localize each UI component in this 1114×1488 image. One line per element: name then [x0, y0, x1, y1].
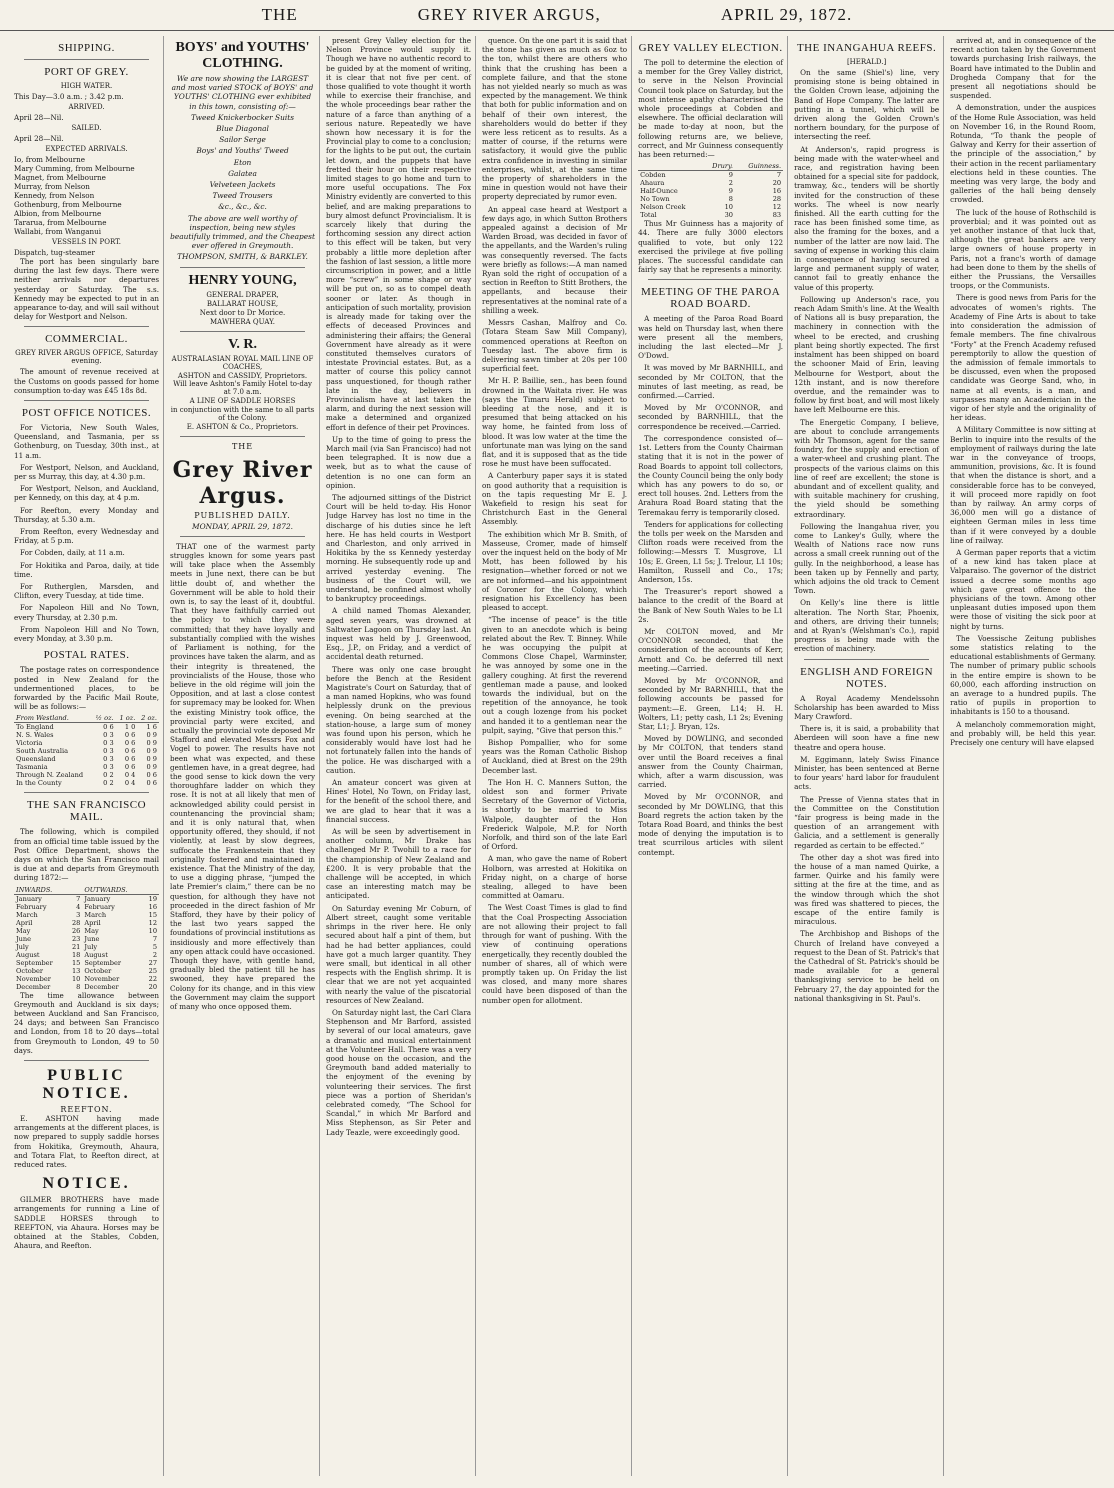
table-header-cell: [66, 886, 82, 895]
divider: [180, 536, 305, 537]
table-cell: 0 4: [124, 771, 136, 780]
article-paragraph: present Grey Valley election for the Nelson Province would supply it. Though we have no authentic record to be guided by at the moment of writing, it is clear that not five per cent. of those qualified to vote thought it worth while to exercise their franchise, and the whole proceedings bear rather the nature of a farce than anything of a serious nature. Repeatedly we have shown how necessary it is for the Provincial play to come to a conclusion; for the lights to be put out, the curtain let down, and the puppets that have fretted their hour on their respective limited stages to go home and turn to more useful occupations. The Fox Ministry evidently are converted to this belief, and are making preparations to bury almost defunct Provincialism. It is scarcely likely that during the forthcoming session any direct action to this effect will be taken, but very probably a little more depletion after the fashion of last session, a little more circumscription in power, and a little more “screw” in some shape or way will be put on, so as to compel death sooner or later. As though in anticipation of such mortality, provision is already made for taking over the effects of deceased Provinces and administering their affairs; the General Government have already as it were constituted themselves curators of intestate Provincial estates. But, as a matter of course this policy cannot pass unquestioned, for though rather late in the day, believers in Provincialism have at last taken the alarm, and during the next session will make a determined and organized effort in defence of their pet Provinces.: [326, 36, 472, 432]
table-cell: 5: [152, 942, 158, 951]
boys-clothing-text: We are now showing the LARGEST and most varied STOCK of BOYS' and YOUTHS' CLOTHING ever exhibited in this town, consisting of:—: [171, 74, 314, 111]
expected-item: Mary Cumming, from Melbourne: [14, 164, 135, 173]
table-cell: September: [16, 958, 53, 967]
saddle-firm: E. ASHTON & Co., Proprietors.: [186, 422, 299, 431]
paroa-paragraph: Tenders for applications for collecting the tolls per week on the Marsden and Clifton roads were received from the following:—Messrs T. Musgrove, L1 10s; E. Green, L1 5s; J. Trelour, L1 10s; Hamilton, Russell and Co., 17s; Anderson, 15s.: [638, 519, 784, 584]
inangahua-source: [HERALD.]: [846, 58, 887, 66]
divider: [648, 279, 773, 280]
table-header-cell: 2 oz.: [137, 714, 159, 723]
table-cell: 26: [71, 926, 81, 935]
shipping-heading: SHIPPING.: [58, 42, 115, 54]
table-cell: July: [84, 942, 98, 951]
table-header-cell: ½ oz.: [92, 714, 116, 723]
table-cell: 10: [724, 203, 733, 212]
table-cell: 0 9: [146, 755, 158, 764]
election-heading: GREY VALLEY ELECTION.: [638, 42, 783, 54]
article-paragraph: The adjourned sittings of the District Court will be held to-day. His Honor Judge Harvey has lost no time in the discharge of his duties since he left here. He has held courts in Westport and Charleston, and only arrived in Hokitika by the ss Kennedy yesterday morning. He subsequently rode up and arrived yesterday evening. The business of the Court will, we understand, be confined almost wholly to bankruptcy proceedings.: [326, 492, 472, 604]
sailed-label: SAILED.: [71, 124, 102, 132]
article-paragraph: Up to the time of going to press the March mail (via San Francisco) had not been telegraphed. It is now due a week, but as to what the cause of detention is no one can form an opinion.: [326, 434, 472, 490]
masthead-date: APRIL 29, 1872.: [720, 5, 853, 24]
published-label: PUBLISHED DAILY.: [194, 510, 291, 520]
table-cell: 0 6: [124, 731, 136, 740]
poll-table: [638, 162, 783, 219]
table-cell: 0 4: [124, 779, 136, 788]
foreign-paragraph: There is, it is said, a probability that Aberdeen will soon have a fine new theatre and opera house.: [794, 724, 940, 752]
table-cell: Ahaura: [640, 179, 665, 188]
table-cell: 12: [772, 203, 782, 212]
table-cell: 23: [71, 934, 81, 943]
foreign-paragraph: The other day a shot was fired into the house of a man named Quirke, a farmer. Quirke and his family were sitting at the fire at the time, and as the window through which the shot was fired was shattered to pieces, the escape of the entire family is miraculous.: [794, 852, 940, 927]
clothing-item: Boys' and Youths' Tweed: [196, 146, 289, 156]
table-row: [14, 983, 159, 991]
inangahua-paragraph: On the same (Shiel's) line, very promising stone is being obtained in the Golden Crown lease, adjoining the Band of Hope Company. The latter are putting in a tunnel, which will be driven along the Golden Crown's northern boundary, for the purpose of intersecting the reef.: [794, 68, 940, 142]
table-cell: 0 6: [124, 739, 136, 748]
clothing-item: Blue Diagonal: [216, 124, 269, 134]
paroa-paragraph: Moved by Mr O'CONNOR, and seconded by Mr DOWLING, that this Board regrets the action taken by the Totara Road Board, and thinks the best mode of denying the imputation is to treat scurrilous articles with silent contempt.: [638, 792, 784, 857]
expected-item: Gothenburg, from Melbourne: [14, 200, 122, 209]
table-row: [14, 779, 159, 787]
table-row: [638, 203, 783, 211]
column-2: [170, 36, 320, 1476]
expected-item: Wallabi, from Wanganui: [14, 227, 102, 236]
table-cell: 0 9: [146, 731, 158, 740]
article-paragraph: An amateur concert was given at Hines' Hotel, No Town, on Friday last, for the benefit of the school there, and we are glad to hear that it was a financial success.: [326, 778, 472, 824]
post-notice: From Reefton, every Wednesday and Friday, at 5 p.m.: [14, 527, 160, 546]
divider: [24, 59, 149, 60]
clothing-item: Galatea: [228, 168, 257, 178]
young-name: HENRY YOUNG,: [188, 272, 297, 288]
table-cell: 7: [76, 894, 81, 903]
boys-clothing-heading: BOYS' and YOUTHS' CLOTHING.: [175, 40, 310, 71]
high-water-label: HIGH WATER.: [60, 82, 113, 90]
table-cell: No Town: [640, 195, 670, 204]
table-cell: January: [16, 894, 42, 903]
election-text: The poll to determine the election of a member for the Grey Valley district, to serve in the Nelson Provincial Council took place on Saturday, but the most intense apathy characterised the whole proceedings at Cobden and elsewhere. The official declaration will be made to-day at noon, but the following returns are, we believe, correct, and Mr Guinness consequently has been returned:—: [638, 58, 784, 160]
article-paragraph: arrived at, and in consequence of the recent action taken by the Government towards purchasing Irish railways, the Board have intimated to the Dublin and Drogheda Company that for the present all negotiations should be suspended.: [950, 36, 1096, 101]
table-cell: N. S. Wales: [16, 731, 54, 740]
paroa-paragraph: A meeting of the Paroa Road Board was held on Thursday last, when there were present all the members, including the last elected—Mr J. O'Dowd.: [638, 314, 784, 361]
inangahua-paragraph: Following the Inangahua river, you come to Lankey's Gully, where the Wealth of Nations race now runs across a small creek running out of the gully. In the neighborhood, a lease has been taken up by Fennelly and party, which adjoins the old track to Cement Town.: [794, 521, 940, 596]
table-cell: June: [16, 934, 32, 943]
table-row: [14, 919, 159, 927]
table-cell: August: [84, 950, 108, 959]
table-header-row: [14, 886, 159, 895]
table-header-cell: [638, 162, 703, 171]
table-header-row: [638, 162, 783, 171]
column-3: [326, 36, 476, 1476]
editorial-text: THAT one of the warmest party struggles known for some years past will take place when the Assembly meets in June next, there can be but little doubt of, and whether the Government will be able to hold their own is, to say the least of it, doubtful. That they have faithfully carried out the policy to which they were committed; that they have loyally and substantially complied with the wishes of Parliament is nothing, for the provinces have taken the alarm, and as their integrity is threatened, the provincialists of the House, those who believe in the old régime will join the Opposition, and at last a close contest for supremacy may be looked for. When the existing Ministry took office, the provincial party were excited, and actually the provincial vote deposed Mr Stafford and elevated Messrs Fox and Vogel to power. The results have not been what was expected, and these gentlemen have, in a great degree, had the good sense to kick down the very thoroughfare ladder on which they rose. It is not at all likely that men of acknowledged ability could persist in countenancing the provincial sham; and it is only natural that, when opportunity offered, they should, if not violently, at least by slow degrees, suffocate the Frankenstein that they originally fostered and maintained in existence. That the Ministry of the day, to use a digging phrase, “jumped the late Premier's claim,” there can be no question, for although they have not proceeded in the direct fashion of Mr Stafford, they have by their policy of the last two years sapped the foundations of provincial institutions as insidiously and more effectively than any open attack could have occasioned. Though they have, with gentle hand, gradually bled the patient till he has swooned, they have prepared the Colony for its change, and in this view the Government may claim the support of many who once opposed them.: [170, 541, 316, 1012]
table-cell: 18: [71, 950, 81, 959]
table-cell: 0 9: [146, 747, 158, 756]
table-cell: 13: [71, 966, 81, 975]
paroa-paragraph: Moved by DOWLING, and seconded by Mr COLTON, that tenders stand over until the Board receives a final answer from the County Chairman, which, after a warm discussion, was carried.: [638, 734, 784, 790]
table-row: [638, 179, 783, 187]
article-paragraph: A Military Committee is now sitting at Berlin to inquire into the results of the employment of railways during the late war in the conveyance of troops, ammunition, provisions, &c. It is found that when the distance is short, and a considerable force has to be conveyed, it will proceed more rapidly on foot than by railway. An army corps of 36,000 men will go a distance of eighteen German miles in less time than if it were conveyed by a double line of railway.: [950, 425, 1096, 545]
young-address-2: Next door to Dr Morice.: [199, 308, 286, 317]
masthead: [0, 0, 1114, 31]
shipping-report: The port has been singularly bare during the last few days. There were neither arrivals nor departures yesterday or Saturday. The s.s. Kennedy may be expected to put in an appearance to-day, and will sail without delay for Westport and Nelson.: [14, 257, 160, 322]
table-cell: Nelson Creek: [640, 203, 686, 212]
sf-note: The time allowance between Greymouth and Auckland is six days; between Auckland and San Francisco, 24 days; and between San Francisco and London, from 18 to 20 days—total from Greymouth to London, 49 to 50 days.: [14, 990, 160, 1055]
young-quay: MAWHERA QUAY.: [210, 317, 276, 326]
table-cell: 21: [71, 942, 81, 951]
paroa-paragraph: Moved by Mr O'CONNOR, and seconded by BARNHILL, that the correspondence be received.—Carried.: [638, 403, 784, 431]
table-cell: 0 6: [124, 763, 136, 772]
inangahua-paragraph: The Energetic Company, I believe, are about to conclude arrangements with Mr Thomson, agent for the same foundry, for the supply and erection of a water-wheel and crushing plant. The prospects of the various claims on this line of reef are excellent; the stone is abundant and of excellent quality, and with suitable machinery for crushing, the yield should be something extraordinary.: [794, 417, 940, 519]
table-cell: 0 6: [146, 771, 158, 780]
table-cell: 0 2: [103, 779, 114, 788]
post-notice: For Napoleon Hill and No Town, every Thursday, at 2.30 p.m.: [14, 603, 160, 622]
foreign-paragraph: A Royal Academy Mendelssohn Scholarship has been awarded to Miss Mary Crawford.: [794, 693, 940, 721]
post-notice: For Reefton, every Monday and Thursday, at 5.30 a.m.: [14, 505, 160, 524]
vr-mark: V. R.: [228, 336, 257, 352]
table-row: [14, 755, 159, 763]
paroa-paragraph: The Treasurer's report showed a balance to the credit of the Board at the Bank of New South Wales to be L1 2s.: [638, 587, 784, 624]
table-row: [14, 911, 159, 919]
post-heading: POST OFFICE NOTICES.: [21, 407, 152, 420]
sailed: April 28—Nil.: [14, 134, 64, 143]
table-cell: 16: [148, 902, 158, 911]
table-cell: May: [84, 926, 99, 935]
table-cell: 4: [76, 902, 81, 911]
expected-item: Albion, from Melbourne: [14, 209, 102, 218]
table-cell: South Australia: [16, 747, 68, 756]
article-paragraph: A demonstration, under the auspices of the Home Rule Association, was held on November 16, in the Round Room, Rotunda, “To thank the people of Galway and Kerry for their assertion of the principle of the association,” by their action in the recent parliamentary elections held in these counties. The meeting was very large, the body and galleries of the hall being densely crowded.: [950, 103, 1096, 205]
table-cell: April: [84, 918, 101, 927]
sf-table: [14, 886, 159, 991]
table-row: [14, 763, 159, 771]
paroa-paragraph: Moved by Mr O'CONNOR, and seconded by Mr BARNHILL, that the following accounts be passed for payment:—E. Green, L14; H. H. Wolters, L1; petty cash, L1 2s; Evening Star, L1; J. Bryan, 12s.: [638, 675, 784, 731]
table-cell: 0 9: [146, 763, 158, 772]
column-5: [638, 36, 788, 1476]
high-water: This Day—3.0 a.m. ; 3.42 p.m.: [14, 92, 124, 101]
table-cell: November: [16, 974, 51, 983]
column-4: [482, 36, 632, 1476]
table-row: [14, 731, 159, 739]
table-cell: 15: [148, 910, 158, 919]
postal-table: [14, 714, 159, 787]
port-heading: PORT OF GREY.: [44, 66, 129, 78]
divider: [180, 331, 305, 332]
arrived-label: ARRIVED.: [68, 103, 105, 111]
table-cell: 16: [772, 187, 782, 196]
coach-text: ASHTON and CASSIDY, Proprietors. Will leave Ashton's Family Hotel to-day at 7.0 a.m.: [173, 371, 312, 396]
table-cell: Victoria: [16, 739, 43, 748]
article-paragraph: quence. On the one part it is said that the stone has given as much as 6oz to the ton, whilst there are others who think that the crushing has been a complete failure, and that the stone has not yielded nearly so much as was expected by the management. We think that both for public information and on behalf of their own interest, the shareholders would do better if they were less reticent as to results. As a matter of course, if the returns were satisfactory, it would give the public extra confidence in investing in similar enterprises, whilst, at the same time the property of shareholders in the mine in question would not have their property depreciated by rumor even.: [482, 36, 628, 202]
masthead-title: GREY RIVER ARGUS,: [417, 5, 601, 24]
table-row: [14, 951, 159, 959]
table-row: [638, 211, 783, 219]
divider: [24, 792, 149, 793]
young-address: BALLARAT HOUSE,: [206, 299, 279, 308]
table-row: [14, 927, 159, 935]
table-cell: 0 6: [124, 747, 136, 756]
table-cell: Tasmania: [16, 763, 48, 772]
table-row: [638, 195, 783, 203]
table-cell: Queensland: [16, 755, 56, 764]
article-paragraph: There is good news from Paris for the advocates of women's rights. The Academy of Fine Arts is about to take into consideration the admission of female members. The fine chivalrous “Forty” at the French Academy refused peremptorily to allow the question of the admission of female immortals to be discussed, even when the proposed candidate was George Sand, who, in name at all events, is a man, and surpasses many an Academician in the vigor of her style and the originality of her ideas.: [950, 293, 1096, 423]
article-paragraph: There was only one case brought before the Bench at the Resident Magistrate's Court on Saturday, that of a man named Hopkins, who was found helplessly drunk on the previous evening. On being searched at the station-house, a large sum of money was found upon his person, which he considerably would have lost had he not fortunately fallen into the hands of the police. He was discharged with a caution.: [326, 664, 472, 775]
table-cell: 0 3: [103, 747, 114, 756]
table-row: [638, 171, 783, 180]
table-cell: 25: [148, 966, 158, 975]
table-cell: 3: [76, 910, 81, 919]
table-cell: December: [16, 982, 51, 991]
table-cell: 10: [71, 974, 81, 983]
table-cell: July: [16, 942, 29, 951]
postal-heading: POSTAL RATES.: [43, 649, 130, 662]
post-notice: For Westport, Nelson, and Auckland, per ss Murray, this day, at 4.30 p.m.: [14, 462, 160, 482]
table-header-cell: Guinness.: [735, 162, 783, 171]
table-cell: 9: [728, 187, 733, 196]
vessels-label: VESSELS IN PORT.: [52, 238, 121, 246]
reefton-heading: REEFTON.: [60, 1104, 113, 1114]
article-paragraph: A melancholy commemoration might, and probably will, be held this year. Precisely one century will have elapsed: [950, 719, 1096, 748]
table-cell: 0 3: [103, 731, 114, 740]
table-row: [14, 967, 159, 975]
commercial-sub: GREY RIVER ARGUS OFFICE, Saturday evening.: [15, 349, 158, 366]
table-cell: June: [84, 934, 100, 943]
table-cell: Half-Ounce: [640, 187, 678, 196]
expected-item: Murray, from Nelson: [14, 182, 90, 191]
article-paragraph: A Canterbury paper says it is stated on good authority that a requisition is on the tapis requesting Mr E. J. Wakefield to resign his seat for Christchurch East in the General Assembly.: [482, 471, 628, 527]
table-cell: 7: [152, 934, 158, 943]
table-cell: November: [84, 974, 120, 983]
post-notice: From Napoleon Hill and No Town, every Monday, at 3.30 p.m.: [14, 624, 160, 644]
table-cell: February: [84, 902, 115, 911]
inangahua-paragraph: Following up Anderson's race, you reach Adam Smith's line. At the Wealth of Nations all is busy preparation, the machinery in connection with the wheel to be erected, and crushing plant being shortly expected. The first instalment has been shipped on board the schooner Maid of Erin, leaving Melbourne for Westport, about the 12th instant, and is now therefore overdue, and the remainder was to follow by first boat, and will most likely have left Melbourne ere this.: [794, 294, 940, 415]
table-cell: 19: [148, 894, 158, 903]
divider: [24, 1060, 149, 1061]
article-paragraph: A German paper reports that a victim of a new kind has taken place at Valparaiso. The governor of the district issued a decree some months ago which gave great offence to the physicians of the town. Among other unpleasant duties imposed upon them were those of visiting the sick poor at night by turns.: [950, 547, 1096, 631]
table-cell: October: [84, 966, 112, 975]
clothing-item: Tweed Trousers: [212, 191, 273, 201]
table-header-cell: 1 oz.: [116, 714, 138, 723]
foreign-paragraph: M. Eggimann, lately Swiss Finance Minister, has been sentenced at Berne to four years' hard labor for fraudulent acts.: [794, 754, 940, 792]
column-1: [14, 36, 164, 1476]
foreign-paragraph: The Archbishop and Bishops of the Church of Ireland have conveyed a request to the Dean of St. Patrick's that the Cathedral of St. Patrick's should be made available for a general thanksgiving service to be held on February 27, the day appointed for the national thanksgiving in St. Paul's.: [794, 929, 940, 1003]
table-cell: April: [16, 918, 33, 927]
table-cell: January: [84, 894, 111, 903]
table-cell: March: [16, 910, 38, 919]
table-cell: 0 2: [103, 771, 114, 780]
table-cell: 27: [148, 958, 158, 967]
table-cell: 0 6: [103, 723, 114, 732]
post-notice: For Victoria, New South Wales, Queensland, and Tasmania, per ss Gothenburg, on Tuesday, 30th inst., at 11 a.m.: [14, 423, 160, 460]
table-cell: December: [84, 982, 119, 991]
column-7: [950, 36, 1100, 1476]
column-6: [794, 36, 944, 1476]
saddle-title: A LINE OF SADDLE HORSES: [189, 396, 296, 405]
table-cell: 28: [71, 918, 81, 927]
article-paragraph: The exhibition which Mr B. Smith, of Masseuse, Cromer, made of himself over the inquest held on the body of Mr Mott, has been followed by his resignation—whether forced or not we are not informed—and his appointment of Coroner for the Colony, which resignation his Excellency has been pleased to accept.: [482, 529, 628, 613]
table-cell: Through N. Zealand: [16, 771, 84, 780]
article-paragraph: An appeal case heard at Westport a few days ago, in which Sutton Brothers appealed against a decision of Mr Warden Broad, was decided in favor of the appellants, and the Warden's ruling was consequently reversed. The facts were briefly as follows:—A man named Ryan sold the right of occupation of a section in Reefton to Stitt Brothers, the appellants, and because their representatives at the nominal rate of a shilling a week.: [482, 204, 628, 315]
table-cell: 83: [772, 211, 782, 220]
table-cell: 0 6: [146, 779, 158, 788]
table-cell: October: [16, 966, 43, 975]
post-notice: For Cobden, daily, at 11 a.m.: [20, 548, 125, 558]
article-paragraph: Mr H. P. Baillie, sen., has been found drowned in the Waitata river. He was (says the Timaru Herald) subject to bleeding at the nose, and it is presumed that being attacked on his way home, he fainted from loss of blood. It was low water at the time the unfortunate man was lying on the sand flat, and it is supposed that as the tide rose he must have been suffocated.: [482, 376, 628, 469]
inangahua-paragraph: At Anderson's, rapid progress is being made with the water-wheel and race, and registration having been obtained for a special site for paddock, tramway, &c., tenders will be shortly invited for the construction of these works. The wheel is now nearly finished. All the earth cutting for the race has been finished some time, as also the framing for the boxes, and a number of the latter are now laid. The saving of expense in working this claim in consequence of having secured a large and permanent supply of water, cannot fail to greatly enhance the value of this property.: [794, 144, 940, 292]
clothing-item: &c., &c., &c.: [218, 202, 267, 212]
table-cell: Total: [640, 211, 657, 220]
clothing-item: Eton: [233, 157, 252, 167]
article-paragraph: The luck of the house of Rothschild is proverbial; and it was pointed out as yet another instance of that luck that, although the great bankers are very large owners of house property in Paris, not a franc's worth of damage had been done to them by the shells of either the Prussians, the Versailles troops, or the Communists.: [950, 207, 1096, 291]
article-paragraph: The Voessische Zeitung publishes some statistics relating to the educational establishments of Germany. The number of primary public schools in the entire empire is shown to be 60,000, each affording instruction on an average to a hundred pupils. The ratio of pupils in proportion to inhabitants is 150 to a thousand.: [950, 633, 1096, 717]
table-cell: 28: [772, 195, 782, 204]
notice-text: GILMER BROTHERS have made arrangements for running a Line of SADDLE HORSES through to REEFTON, via Ahaura. Horses may be obtained at the Stables, Cobden, Ahaura, and Reefton.: [14, 1195, 160, 1251]
divider: [24, 400, 149, 401]
article-paragraph: The Hon H. C. Manners Sutton, the oldest son and former Private Secretary of the Governor of Victoria, is shortly to be married to Miss Walpole, daughter of the Hon Frederick Walpole, M.P. for North Norfolk, and third son of the late Earl of Orford.: [482, 777, 628, 852]
table-cell: In the County: [16, 779, 62, 788]
public-notice-heading: PUBLIC NOTICE.: [42, 1066, 131, 1102]
paper-title-logo: Grey River Argus.: [172, 456, 313, 509]
boys-closing: The above are well worthy of inspection, being new styles beautifully trimmed, and the Cheapest ever offered in Greymouth.: [170, 213, 315, 251]
table-cell: 30: [724, 211, 733, 220]
article-paragraph: On Saturday evening Mr Coburn, of Albert street, caught some veritable shrimps in the river here. He only secured about half a pint of them, but had he had better appliances, could have got a much larger quantity. They were small, but identical in all other respects with the English shrimp. It is clear that we are not yet acquainted with nearly the value of the piscatorial resources of New Zealand.: [326, 903, 472, 1005]
table-cell: 0 3: [103, 763, 114, 772]
paroa-paragraph: It was moved by Mr BARNHILL, and seconded by Mr COLTON, that the minutes of last meeting, as read, be confirmed.—Carried.: [638, 363, 784, 401]
expected-item: Tararua, from Melbourne: [14, 218, 107, 227]
table-header-cell: INWARDS.: [14, 886, 66, 895]
inangahua-heading: THE INANGAHUA REEFS.: [796, 42, 937, 54]
post-notice: For Rutherglen, Marsden, and Clifton, every Tuesday, at tide time.: [14, 582, 160, 601]
table-cell: 12: [148, 918, 158, 927]
table-cell: March: [84, 910, 107, 919]
divider: [24, 326, 149, 327]
table-cell: To England: [16, 723, 54, 732]
table-header-cell: From Westland.: [14, 714, 92, 723]
postal-intro: The postage rates on correspondence posted in New Zealand for the undermentioned places, to be forwarded by the Pacific Mail Route, will be as follows:—: [14, 665, 160, 712]
notice-heading: NOTICE.: [42, 1175, 131, 1193]
columns: [14, 36, 1100, 1476]
table-cell: 15: [71, 958, 81, 967]
article-paragraph: “The incense of peace” is the title given to an anecdote which is being related about the Rev. T. Binney. While he was occupying the pulpit at Commons Close Chapel, Warminster, he was annoyed by some one in the gallery coughing. At first the reverend gentleman made a pause, and looked towards the individual, but on the repetition of the annoyance, he took out a cough lozenge from his pocket and handed it to a gentleman near the pulpit, saying, “Give that person this.”: [482, 615, 628, 735]
expected-label: EXPECTED ARRIVALS.: [45, 145, 128, 153]
table-row: [14, 935, 159, 943]
table-header-cell: Drury.: [703, 162, 735, 171]
divider: [180, 267, 305, 268]
public-notice-text: E. ASHTON having made arrangements at the different places, is now prepared to supply saddle horses from Hokitika, Greymouth, Ahaura, and Totara Flat, to Reefton direct, at reduced rates.: [14, 1113, 160, 1169]
table-cell: 7: [776, 171, 782, 180]
inangahua-paragraph: On Kelly's line there is little alteration. The North Star, Phoenix, and others, are driving their tunnels; and at Ryan's (Welshman's Co.), rapid progress is being made with the erection of machinery.: [794, 598, 940, 654]
divider: [804, 659, 929, 660]
divider: [180, 436, 305, 437]
post-notice: For Westport, Nelson, and Auckland, per Kennedy, on this day, at 4 p.m.: [14, 484, 160, 503]
table-cell: 0 3: [103, 739, 114, 748]
table-cell: 2: [152, 950, 158, 959]
clothing-item: Sailor Serge: [219, 135, 266, 145]
post-notice: For Hokitika and Paroa, daily, at tide time.: [14, 560, 160, 579]
table-cell: 8: [728, 195, 733, 204]
table-cell: 0 9: [146, 739, 158, 748]
table-cell: 22: [148, 974, 158, 983]
table-header-cell: OUTWARDS.: [82, 886, 143, 895]
paroa-paragraph: The correspondence consisted of—1st. Letters from the County Chairman stating that it is not in the power of Road Boards to appoint toll collectors, the County Council being the only body which has any powers to do so, or erect toll houses. 2nd. Letters from the Arahura Road Board stating that the Teremakau ferry is temporarily closed.: [638, 433, 784, 517]
table-cell: September: [84, 958, 122, 967]
article-paragraph: Bishop Pompallier, who for some years was the Roman Catholic Bishop of Auckland, died at Brest on the 29th December last.: [482, 738, 628, 775]
table-row: [14, 723, 159, 732]
table-cell: 0 3: [103, 755, 114, 764]
expected-item: Io, from Melbourne: [14, 155, 86, 164]
sf-heading: THE SAN FRANCISCO MAIL.: [26, 799, 147, 824]
expected-item: Kennedy, from Nelson: [14, 191, 95, 200]
table-cell: Cobden: [640, 171, 666, 180]
paroa-paragraph: Mr COLTON moved, and Mr O'CONNOR seconded, that the consideration of the accounts of Kerr, Arnott and Co. be deferred till next meeting.—Carried.: [638, 626, 784, 673]
table-row: [14, 771, 159, 779]
arrived: April 28—Nil.: [14, 113, 64, 122]
table-row: [638, 187, 783, 195]
masthead-the: THE: [261, 5, 298, 24]
table-cell: 2: [728, 179, 733, 188]
article-paragraph: A child named Thomas Alexander, aged seven years, was drowned at Saltwater Lagoon on Thursday last. An inquest was held by J. Greenwood, Esq., J.P., on Friday, and a verdict of accidental death returned.: [326, 606, 472, 662]
table-cell: 20: [148, 982, 158, 991]
foreign-heading: ENGLISH AND FOREIGN NOTES.: [800, 665, 934, 690]
table-row: [14, 747, 159, 755]
table-cell: 10: [148, 926, 158, 935]
table-cell: 20: [772, 179, 782, 188]
paroa-heading: MEETING OF THE PAROA ROAD BOARD.: [640, 286, 781, 311]
table-row: [14, 975, 159, 983]
table-row: [14, 943, 159, 951]
sf-intro: The following, which is compiled from an official time table issued by the Post Office Department, shows the days on which the San Francisco mail is due at and departs from Greymouth during 1872:—: [14, 827, 160, 883]
table-header-cell: [143, 886, 159, 895]
coach-title: AUSTRALASIAN ROYAL MAIL LINE OF COACHES,: [171, 354, 314, 371]
foreign-paragraph: The Presse of Vienna states that in the Committee on the Constitution “fair progress is being made in the question of an arrangement with Galicia, and a settlement is generally regarded as certain to be effected.”: [794, 794, 940, 850]
table-row: [14, 959, 159, 967]
clothing-item: Velveteen Jackets: [209, 180, 276, 190]
the-label: THE: [231, 441, 254, 451]
election-closing: Thus Mr Guinness has a majority of 44. There are fully 3000 electors qualified to vote, but only 122 exercised the privilege at five polling places. The successful candidate can fairly say that he represents a minority.: [638, 219, 784, 275]
table-row: [14, 739, 159, 747]
commercial-heading: COMMERCIAL.: [45, 333, 128, 346]
saddle-text: in conjunction with the same to all parts of the Colony.: [170, 405, 315, 422]
table-cell: February: [16, 902, 47, 911]
commercial-text: The amount of revenue received at the Customs on goods passed for home consumption to-day was £45 18s 8d.: [14, 367, 160, 395]
table-header-row: [14, 714, 159, 723]
article-paragraph: A man, who gave the name of Robert Holborn, was arrested at Hokitika on Friday night, on a charge of horse stealing, alleged to have been committed at Oamaru.: [482, 854, 628, 901]
clothing-item: Tweed Knickerbocker Suits: [191, 112, 295, 122]
expected-item: Magnet, from Melbourne: [14, 173, 106, 182]
table-cell: 1 0: [124, 723, 136, 732]
table-row: [14, 903, 159, 911]
table-cell: 8: [76, 982, 81, 991]
article-paragraph: As will be seen by advertisement in another column, Mr Drake has challenged Mr P. Twohill to a race for the championship of New Zealand and £200. It is very probable that the challenge will be accepted, in which case an interesting match may be anticipated.: [326, 827, 472, 901]
young-sub: GENERAL DRAPER,: [206, 290, 279, 299]
vessels: Dispatch, tug-steamer: [14, 248, 95, 257]
boys-firm: THOMPSON, SMITH, & BARKLEY.: [177, 252, 308, 262]
table-cell: August: [16, 950, 40, 959]
article-paragraph: The West Coast Times is glad to find that the Coal Prospecting Association are not allowing their project to fall through for want of pushing. With the view of continuing operations energetically, they recently doubled the number of shares, all of which were promptly taken up. On Friday the list was closed, and many more shares could have been disposed of than the number open for allotment.: [482, 903, 628, 1005]
table-cell: 9: [728, 171, 733, 180]
article-paragraph: On Saturday night last, the Carl Clara Stephenson and Mr Barford, assisted by several of our local amateurs, gave a dramatic and musical entertainment at the Volunteer Hall. There was a very good house on the occasion, and the Greymouth band added materially to the enjoyment of the evening by volunteering their services. The first piece was a portion of Sheridan's celebrated comedy, “The School for Scandal,” in which Mr Barford and Miss Stephenson, as Sir Peter and Lady Teazle, were exceedingly good.: [326, 1007, 472, 1137]
dateline: MONDAY, APRIL 29, 1872.: [192, 521, 294, 531]
article-paragraph: Messrs Cashan, Malfroy and Co. (Totara Steam Saw Mill Company), commenced operations at Reefton on Tuesday last. The above firm is delivering sawn timber at 20s per 100 superficial feet.: [482, 318, 628, 374]
table-cell: May: [16, 926, 31, 935]
table-cell: 0 6: [124, 755, 136, 764]
table-cell: 1 6: [146, 723, 158, 732]
table-row: [14, 894, 159, 903]
